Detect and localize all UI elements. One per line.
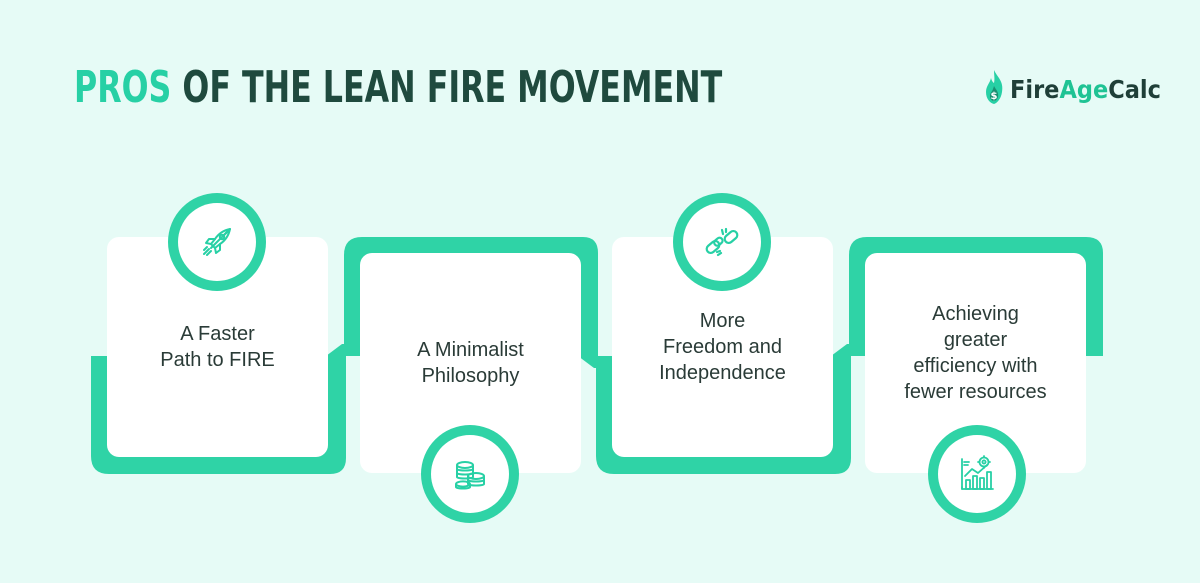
card-text: Achieving greater efficiency with fewer resources [904, 303, 1047, 403]
logo-age: Age [1059, 74, 1109, 104]
logo-calc: Calc [1108, 74, 1161, 104]
badge-coins [421, 425, 519, 523]
rocket-icon [197, 222, 237, 262]
card-text: A Minimalist Philosophy [417, 339, 524, 387]
badge-chain [673, 193, 771, 291]
title-highlight: PROS [74, 62, 172, 113]
card-text: A Faster Path to FIRE [160, 323, 275, 371]
card-text: More Freedom and Independence [659, 310, 786, 384]
broken-chain-icon [702, 222, 742, 262]
title-rest: OF THE LEAN FIRE MOVEMENT [182, 62, 723, 113]
svg-text:$: $ [990, 91, 998, 102]
coins-icon [450, 454, 490, 494]
analytics-icon [957, 454, 997, 494]
badge-rocket [168, 193, 266, 291]
logo-fire: Fire [1010, 74, 1060, 104]
badge-analytics [928, 425, 1026, 523]
